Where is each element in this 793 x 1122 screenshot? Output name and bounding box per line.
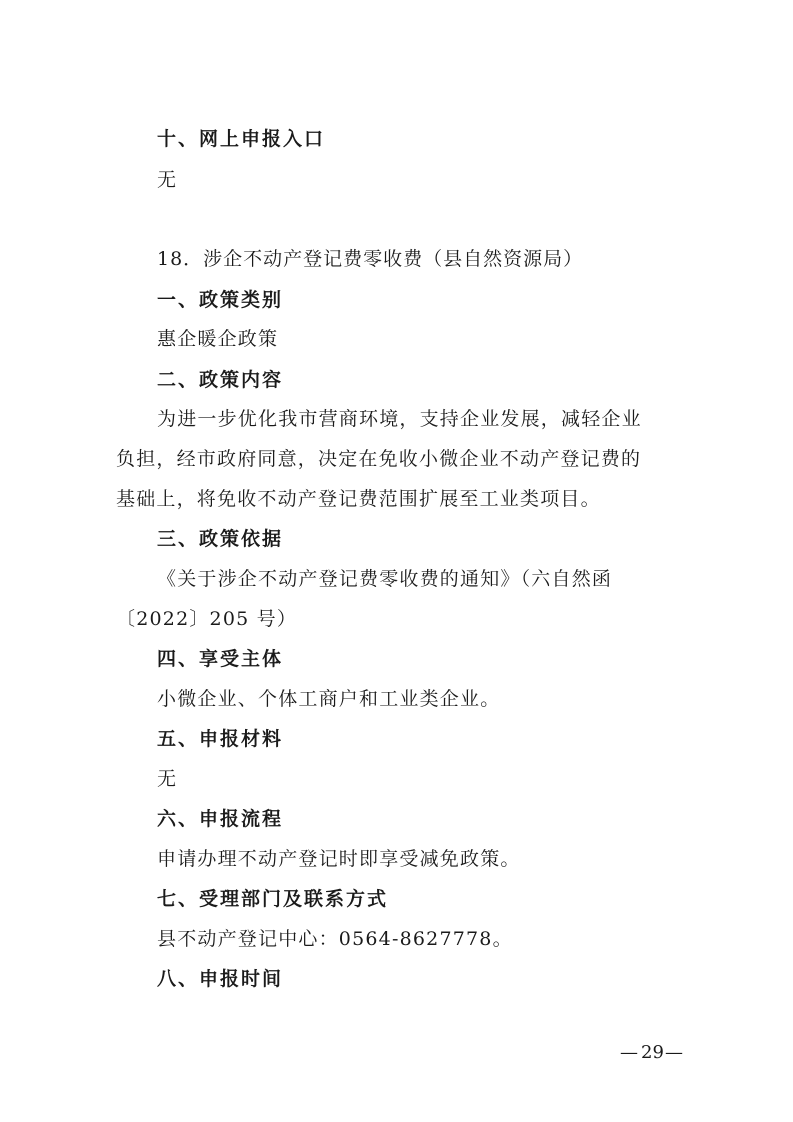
section-6-body: 申请办理不动产登记时即享受减免政策。 (157, 848, 521, 870)
item-title: 18．涉企不动产登记费零收费（县自然资源局） (157, 248, 584, 270)
section-3-line-2: 〔2022〕205 号） (116, 608, 298, 630)
section-1-body: 惠企暖企政策 (157, 328, 279, 350)
section-7-body: 县不动产登记中心：0564-8627778。 (157, 928, 513, 950)
section-4-heading: 四、享受主体 (157, 648, 284, 670)
page-number: 29 (641, 1042, 664, 1063)
section-1-heading: 一、政策类别 (157, 289, 284, 311)
section-2-line-2: 负担，经市政府同意，决定在免收小微企业不动产登记费的 (116, 448, 642, 470)
page-dash-left: — (620, 1042, 638, 1063)
section-2-line-1: 为进一步优化我市营商环境，支持企业发展，减轻企业 (157, 408, 642, 430)
section-3-line-1: 《关于涉企不动产登记费零收费的通知》（六自然函 (157, 568, 613, 590)
section-5-heading: 五、申报材料 (157, 728, 284, 750)
section-7-heading: 七、受理部门及联系方式 (157, 888, 389, 910)
section-5-body: 无 (157, 768, 178, 790)
section-4-body: 小微企业、个体工商户和工业类企业。 (157, 688, 501, 710)
section-10-heading: 十、网上申报入口 (157, 128, 326, 150)
section-2-line-3: 基础上，将免收不动产登记费范围扩展至工业类项目。 (116, 488, 601, 510)
page-dash-right: — (665, 1042, 683, 1063)
section-3-heading: 三、政策依据 (157, 528, 284, 550)
section-8-heading: 八、申报时间 (157, 968, 284, 990)
section-10-body: 无 (157, 169, 178, 191)
section-2-heading: 二、政策内容 (157, 369, 284, 391)
section-6-heading: 六、申报流程 (157, 808, 284, 830)
